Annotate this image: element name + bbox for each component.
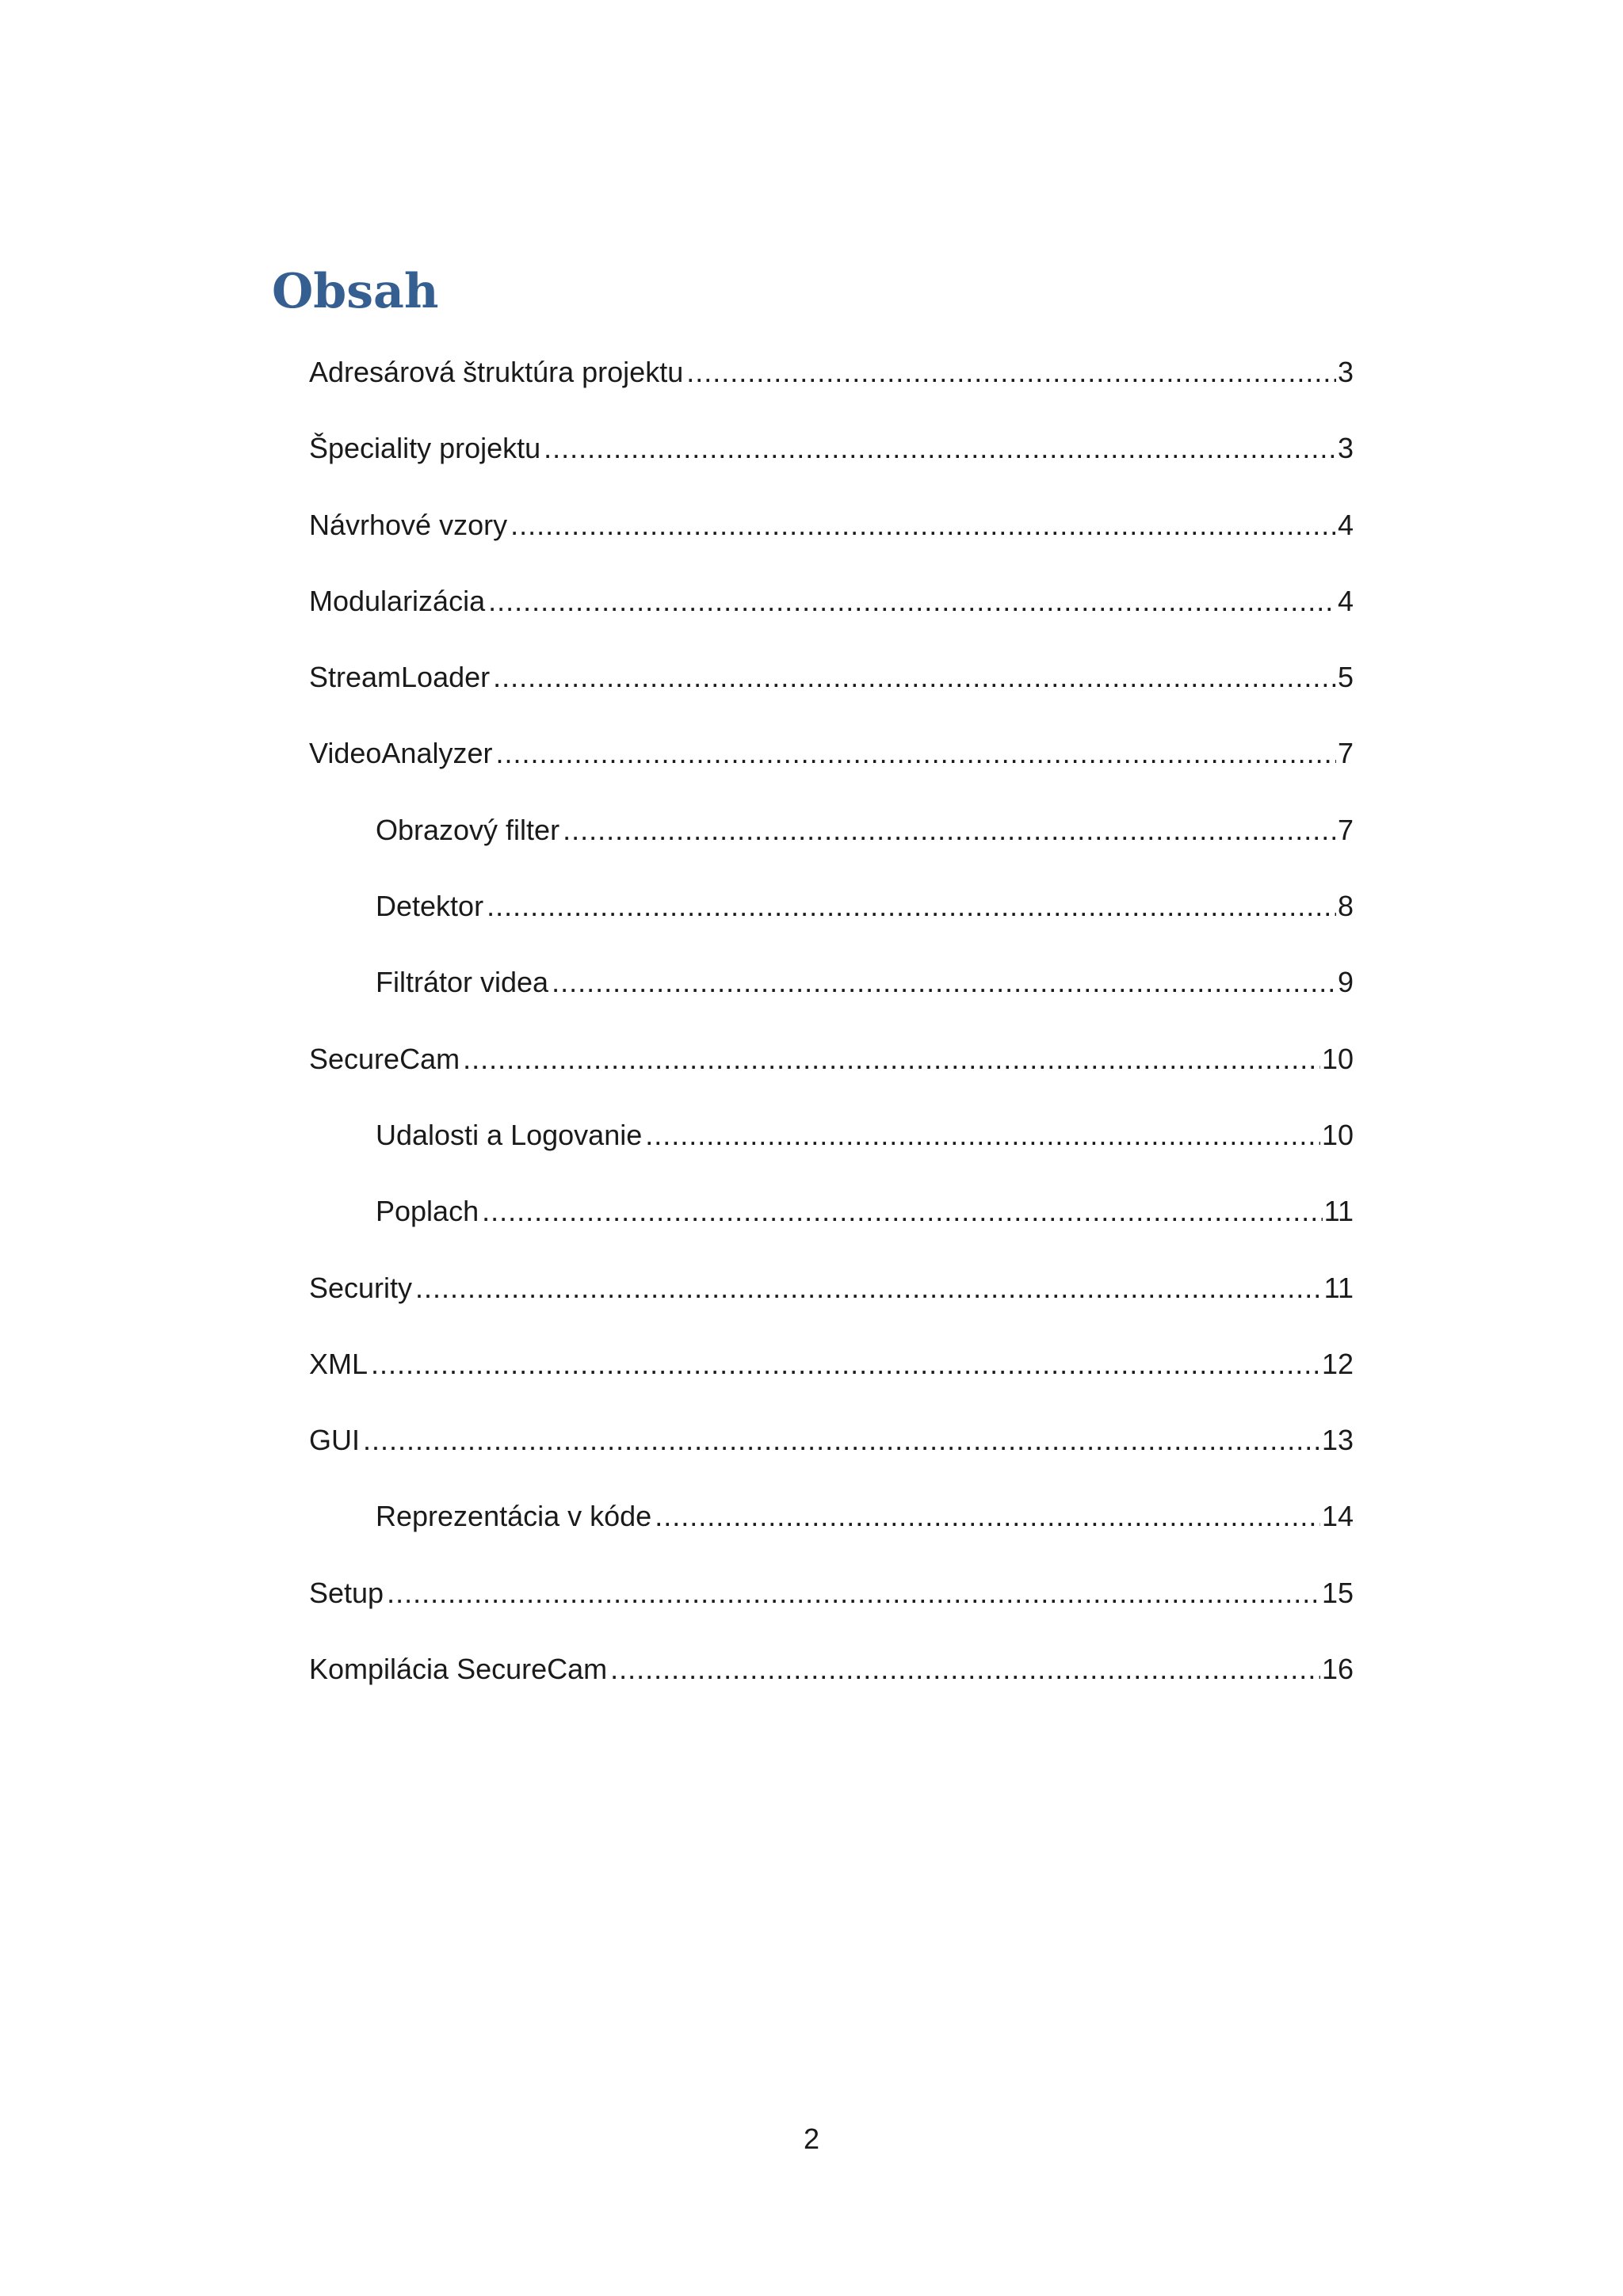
toc-dot-leader [488,578,1336,625]
toc-entry-title: Setup [309,1576,384,1609]
toc-entry-page: 13 [1321,1424,1354,1457]
toc-entry-title: Obrazový filter [376,813,560,846]
toc-entry-page: 3 [1337,432,1354,465]
toc-entry-title: Kompilácia SecureCam [309,1653,608,1686]
toc-entry-title: Poplach [376,1195,479,1228]
toc-dot-leader [645,1112,1320,1159]
toc-subentry[interactable] [309,1493,1354,1569]
toc-entry-page: 16 [1321,1653,1354,1686]
toc-entry-title: VideoAnalyzer [309,737,493,770]
toc-subentry[interactable] [309,1112,1354,1188]
toc-entry-page: 8 [1337,890,1354,923]
table-of-contents [309,349,1354,1722]
toc-entry[interactable] [309,730,1354,806]
toc-entry[interactable] [309,654,1354,730]
toc-entry-title: Adresárová štruktúra projektu [309,356,684,388]
toc-entry-page: 5 [1337,661,1354,694]
toc-dot-leader [655,1493,1320,1540]
toc-entry[interactable] [309,425,1354,501]
toc-entry-page: 7 [1337,737,1354,770]
toc-dot-leader [544,425,1336,472]
toc-dot-leader [496,730,1336,777]
toc-entry-page: 3 [1337,356,1354,388]
toc-subentry[interactable] [309,959,1354,1035]
toc-subentry[interactable] [309,1188,1354,1264]
toc-dot-leader [482,1188,1323,1235]
toc-entry-title: Security [309,1271,413,1304]
toc-entry-title: XML [309,1347,369,1380]
toc-subentry[interactable] [309,807,1354,883]
toc-entry[interactable] [309,502,1354,578]
toc-entry[interactable] [309,349,1354,425]
toc-entry-title: Detektor [376,890,484,923]
toc-entry-title: Filtrátor videa [376,966,549,999]
toc-entry-page: 10 [1321,1118,1354,1151]
toc-dot-leader [563,807,1336,854]
toc-heading: Obsah [272,264,439,319]
toc-dot-leader [510,502,1336,549]
toc-entry-title: Modularizácia [309,584,486,617]
toc-entry[interactable] [309,1264,1354,1341]
page-number: 2 [803,2122,820,2155]
toc-entry-page: 4 [1337,508,1354,541]
toc-entry-title: Návrhové vzory [309,508,508,541]
toc-entry-page: 9 [1337,966,1354,999]
toc-dot-leader [552,959,1336,1006]
toc-dot-leader [686,349,1336,396]
toc-dot-leader [493,654,1336,701]
toc-entry-title: StreamLoader [309,661,491,694]
toc-entry[interactable] [309,578,1354,654]
toc-dot-leader [610,1646,1320,1693]
toc-entry-title: GUI [309,1424,361,1457]
toc-subentry[interactable] [309,883,1354,959]
toc-entry-page: 14 [1321,1500,1354,1533]
toc-entry-title: SecureCam [309,1042,460,1075]
toc-entry-title: Udalosti a Logovanie [376,1118,643,1151]
toc-entry-title: Reprezentácia v kóde [376,1500,652,1533]
toc-entry-page: 11 [1323,1271,1354,1304]
toc-entry[interactable] [309,1417,1354,1493]
toc-dot-leader [363,1417,1320,1464]
toc-dot-leader [371,1341,1320,1388]
toc-dot-leader [487,883,1336,930]
toc-entry-page: 15 [1321,1576,1354,1609]
toc-dot-leader [387,1569,1320,1617]
toc-entry[interactable] [309,1569,1354,1646]
toc-entry[interactable] [309,1035,1354,1112]
toc-entry-page: 7 [1337,813,1354,846]
toc-entry-page: 4 [1337,584,1354,617]
toc-entry[interactable] [309,1341,1354,1417]
toc-entry-page: 10 [1321,1042,1354,1075]
toc-dot-leader [463,1035,1320,1083]
toc-entry-page: 12 [1321,1347,1354,1380]
toc-dot-leader [415,1264,1323,1312]
toc-entry[interactable] [309,1646,1354,1722]
toc-entry-page: 11 [1323,1195,1354,1228]
toc-entry-title: Špeciality projektu [309,432,541,465]
